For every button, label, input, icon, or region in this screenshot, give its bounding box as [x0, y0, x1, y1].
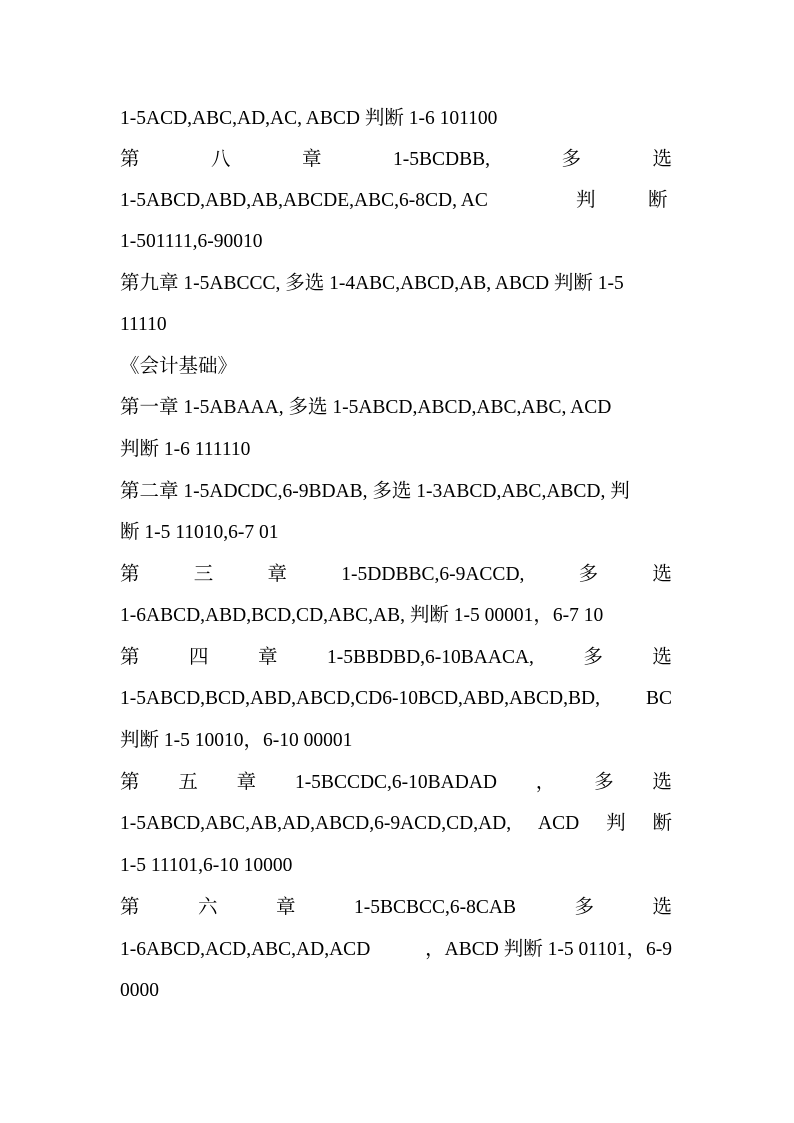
text-line: 1-5ACD,ABC,AD,AC, ABCD 判断 1-6 101100	[120, 108, 498, 129]
text-fragment: 判	[606, 813, 626, 834]
text-fragment: 选	[652, 772, 672, 793]
text-fragment: ACD	[538, 813, 580, 834]
text-fragment: ，ABCD 判断 1-5 01101，6-9	[425, 939, 672, 960]
text-fragment: 四	[189, 647, 209, 668]
text-fragment: 1-5ABCD,ABD,AB,ABCDE,ABC,6-8CD, AC	[120, 190, 488, 211]
text-line: 判断 1-5 10010，6-10 00001	[120, 730, 353, 751]
text-fragment: 1-5ABCD,BCD,ABD,ABCD,CD6-10BCD,ABD,ABCD,BD,	[120, 688, 600, 709]
text-fragment: 多	[594, 772, 614, 793]
text-line: 0000	[120, 980, 159, 1001]
text-fragment: 六	[198, 897, 218, 918]
text-fragment: 选	[652, 564, 672, 585]
chapter-4-multi-line	[120, 684, 672, 714]
text-fragment: 1-5BBDBD,6-10BAACA,	[327, 647, 534, 668]
section-title: 《会计基础》	[120, 356, 238, 377]
text-fragment: 判	[576, 190, 596, 211]
text-fragment: 1-5ABCD,ABC,AB,AD,ABCD,6-9ACD,CD,AD,	[120, 813, 512, 834]
text-fragment: 多	[578, 564, 599, 585]
text-fragment: 第	[120, 897, 140, 918]
chapter-6-multi-line	[120, 935, 672, 965]
text-line: 判断 1-6 111110	[120, 439, 251, 460]
text-fragment: 第	[120, 772, 140, 793]
text-fragment: BC	[645, 688, 672, 709]
text-fragment: 多	[574, 897, 594, 918]
chapter-5-multi-line	[120, 809, 672, 839]
text-fragment: 第	[120, 647, 140, 668]
text-fragment: 选	[652, 897, 672, 918]
text-line: 1-6ABCD,ABD,BCD,CD,ABC,AB, 判断 1-5 00001，6-7 10	[120, 605, 604, 626]
text-fragment: 八	[211, 149, 231, 170]
text-line: 1-5 11101,6-10 10000	[120, 855, 293, 876]
chapter-4-line	[120, 643, 672, 673]
text-fragment: 断	[648, 190, 668, 211]
text-fragment: 断	[652, 813, 672, 834]
text-fragment: 第	[120, 564, 140, 585]
text-line: 第九章 1-5ABCCC, 多选 1-4ABC,ABCD,AB, ABCD 判断 1-5	[120, 273, 624, 294]
text-line: 第二章 1-5ADCDC,6-9BDAB, 多选 1-3ABCD,ABC,ABCD, 判	[120, 481, 630, 502]
text-fragment: 选	[652, 149, 672, 170]
chapter-6-line	[120, 893, 672, 923]
text-fragment: ，	[535, 772, 556, 793]
text-fragment: 多	[583, 647, 603, 668]
text-fragment: 章	[276, 897, 296, 918]
chapter-3-line	[120, 560, 672, 590]
text-fragment: 章	[236, 772, 257, 793]
text-line: 11110	[120, 314, 167, 335]
text-fragment: 1-5BCCDC,6-10BADAD	[294, 772, 497, 793]
text-fragment: 1-5BCBCC,6-8CAB	[354, 897, 516, 918]
text-fragment: 1-5BCDBB,	[393, 149, 490, 170]
text-line: 断 1-5 11010,6-7 01	[120, 522, 279, 543]
chapter-8-line	[120, 145, 672, 175]
chapter-8-multi-line	[120, 186, 672, 216]
text-fragment: 选	[652, 647, 672, 668]
text-fragment: 1-6ABCD,ACD,ABC,AD,ACD	[120, 939, 371, 960]
text-fragment: 三	[193, 564, 214, 585]
chapter-5-line	[120, 768, 672, 798]
text-fragment: 章	[267, 564, 288, 585]
text-fragment: 章	[258, 647, 278, 668]
text-line: 1-501111,6-90010	[120, 231, 263, 252]
text-fragment: 章	[302, 149, 322, 170]
text-fragment: 第	[120, 149, 140, 170]
text-fragment: 多	[561, 149, 581, 170]
text-line: 第一章 1-5ABAAA, 多选 1-5ABCD,ABCD,ABC,ABC, ACD	[120, 397, 612, 418]
text-fragment: 1-5DDBBC,6-9ACCD,	[341, 564, 525, 585]
text-fragment: 五	[178, 772, 198, 793]
